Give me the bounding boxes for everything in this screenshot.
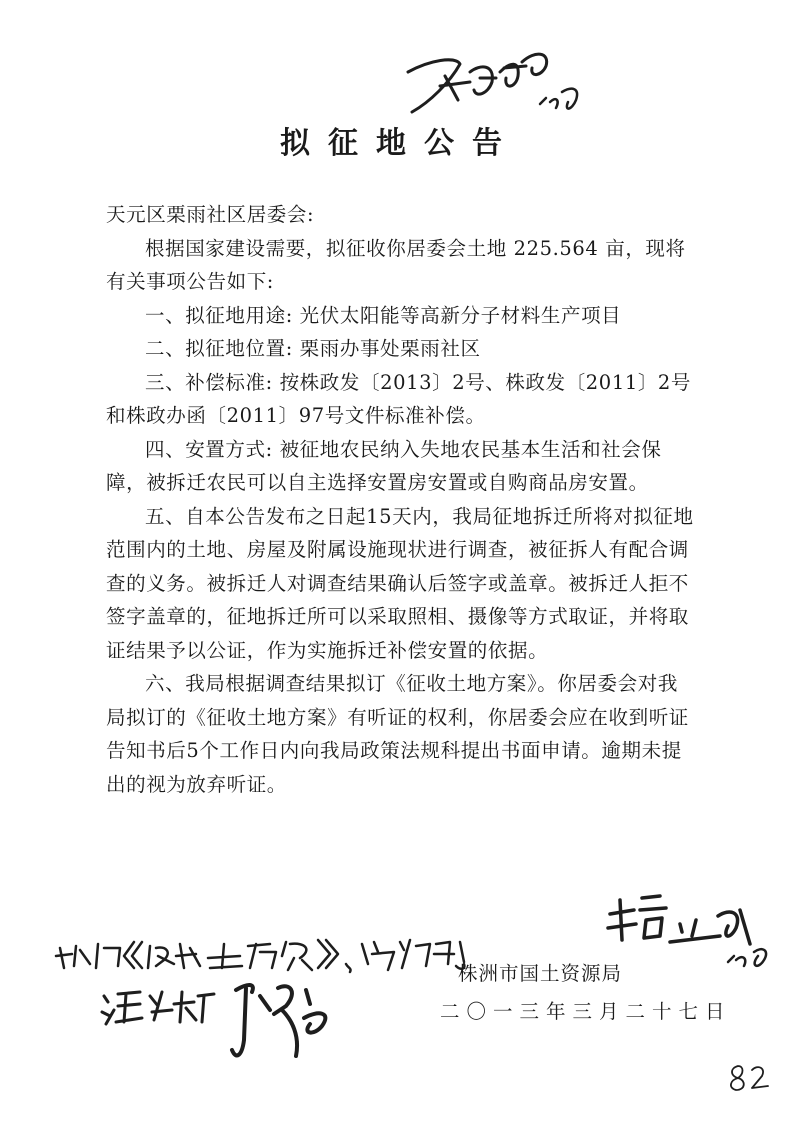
signature-organization: 株洲市国土资源局	[458, 962, 623, 985]
paragraph-investigation: 五、自本公告发布之日起15天内，我局征地拆迁所将对拟征地范围内的土地、房屋及附属设施现状进行调查，被征拆人有配合调查的义务。被拆迁人对调查结果确认后签字或盖章。被拆迁人拒不签字盖章的，征地拆迁所可以采取照相、摄像等方式取证，并将取证结果予以公证，作为实施拆迁补偿安置的依据。	[106, 504, 694, 662]
document-body	[106, 198, 696, 801]
handwritten-name-left	[96, 982, 226, 1032]
handwritten-signature-top	[400, 42, 600, 122]
paragraph-resettlement: 四、安置方式: 被征地农民纳入失地农民基本生活和社会保障，被拆迁农民可以自主选择安置房安置或自购商品房安置。	[106, 437, 662, 494]
handwritten-signature-large	[226, 970, 346, 1070]
paragraph-intro: 根据国家建设需要，拟征收你居委会土地 225.564 亩，现将有关事项公告如下:	[106, 236, 686, 293]
paragraph-compensation: 三、补偿标准: 按株政发〔2013〕2号、株政发〔2011〕2号和株政办函〔2011〕97号文件标准补偿。	[106, 370, 692, 427]
signature-date: 二〇一三年三月二十七日	[440, 1000, 732, 1023]
paragraph-location: 二、拟征地位置: 栗雨办事处栗雨社区	[145, 337, 481, 360]
paragraph-purpose: 一、拟征地用途: 光伏太阳能等高新分子材料生产项目	[145, 303, 622, 327]
paragraph-hearing: 六、我局根据调查结果拟订《征收土地方案》。你居委会对我局拟订的《征收土地方案》有听证的权利，你居委会应在收到听证告知书后5个工作日内向我局政策法规科提出书面申请。逾期未提出的视为放弃听证。	[106, 672, 689, 796]
addressee: 天元区栗雨社区居委会:	[106, 203, 315, 226]
handwritten-signature-right	[600, 880, 780, 990]
document-title: 拟征地公告	[280, 126, 520, 161]
handwritten-page-number	[724, 1058, 774, 1098]
